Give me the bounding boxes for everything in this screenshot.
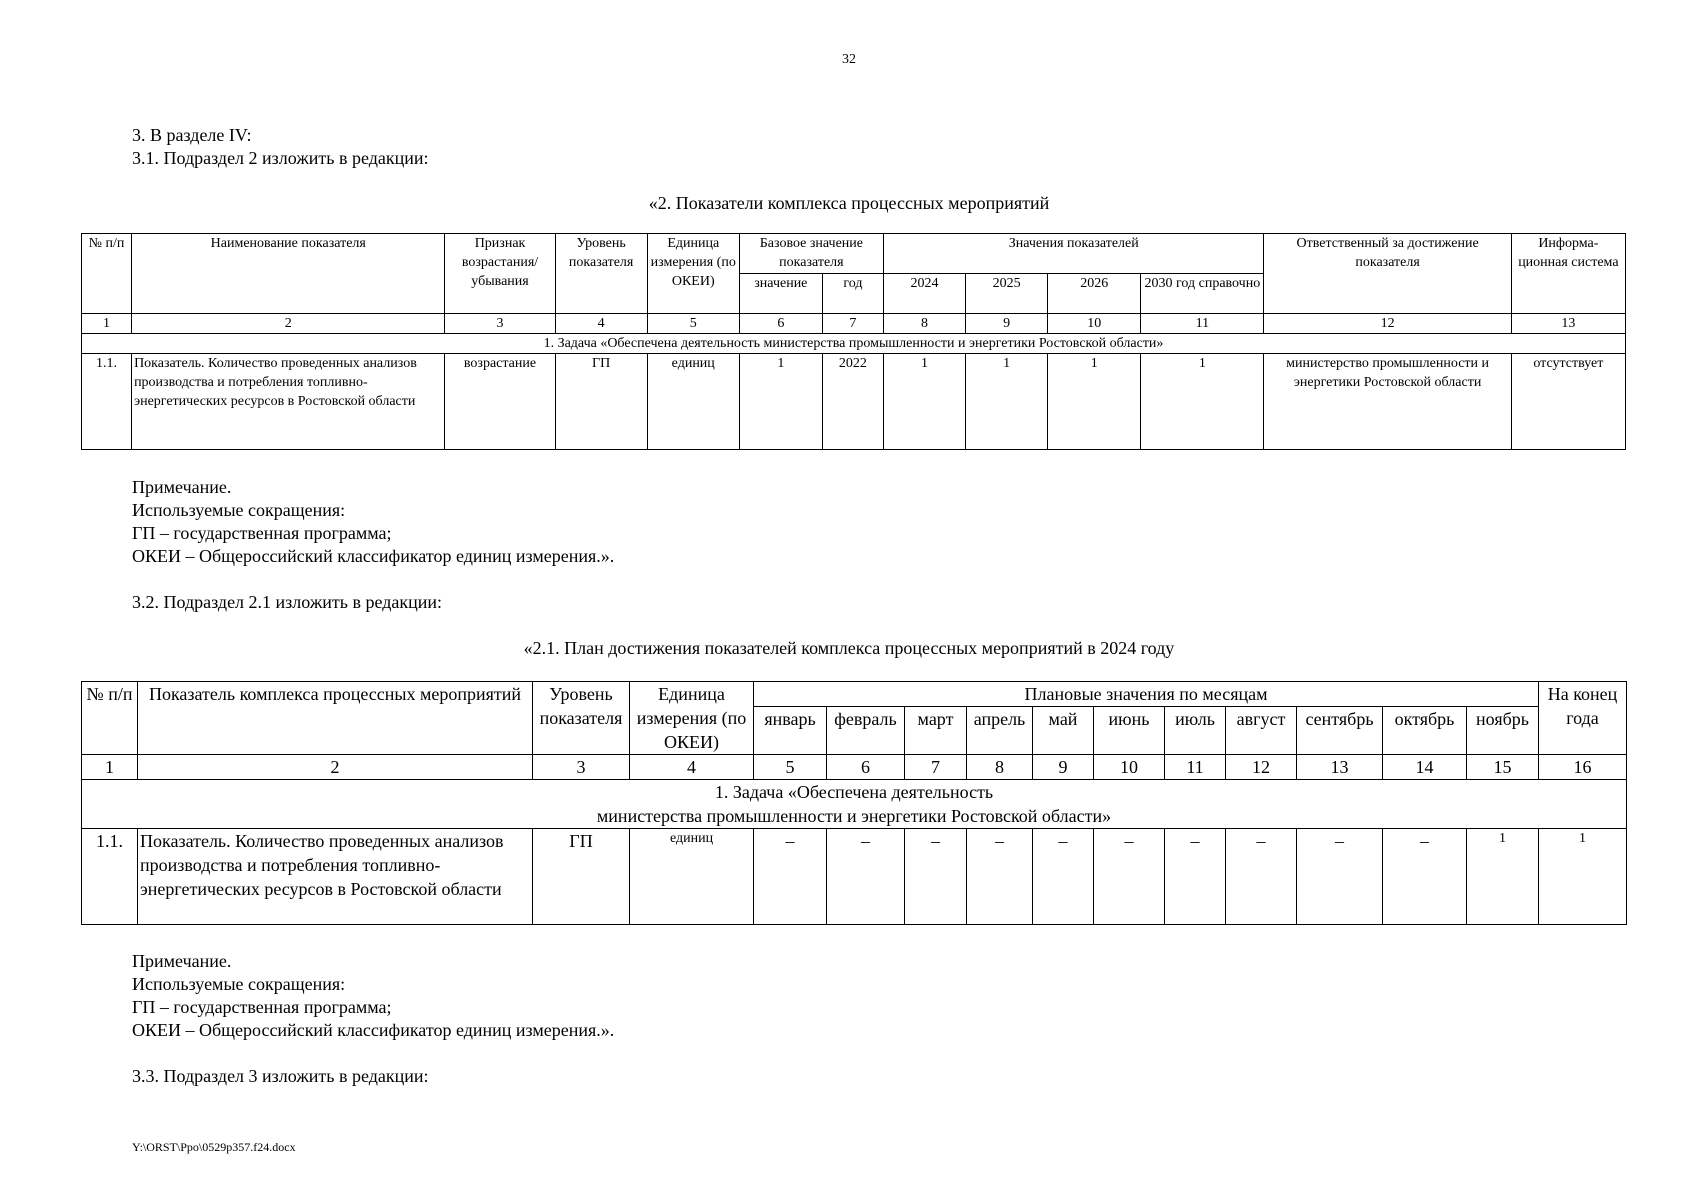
note2-okei: ОКЕИ – Общероссийский классификатор единиц измерения.». xyxy=(132,1020,615,1040)
section-3-3-heading: 3.3. Подраздел 3 изложить в редакции: xyxy=(132,1066,429,1086)
colnum: 5 xyxy=(754,755,827,780)
row-month: – xyxy=(1033,829,1094,925)
row-month: 1 xyxy=(1467,829,1539,925)
hdr-end: На конец года xyxy=(1539,682,1627,755)
hdr-2024: 2024 xyxy=(883,274,965,314)
row-responsible: министерство промышленности и энергетики Ростовской области xyxy=(1264,354,1511,450)
indicators-table xyxy=(81,233,1626,450)
section-3-1-heading: 3.1. Подраздел 2 изложить в редакции: xyxy=(132,148,429,168)
colnum: 12 xyxy=(1226,755,1297,780)
row-end: 1 xyxy=(1539,829,1627,925)
colnum: 6 xyxy=(739,314,822,334)
task-line-1: 1. Задача «Обеспечена деятельность xyxy=(714,782,994,802)
colnum: 12 xyxy=(1264,314,1511,334)
colnum: 4 xyxy=(555,314,647,334)
note2-title: Примечание. xyxy=(132,951,232,971)
colnum: 5 xyxy=(647,314,739,334)
row-sign: возрастание xyxy=(445,354,555,450)
row-info: отсутствует xyxy=(1511,354,1625,450)
hdr-2026: 2026 xyxy=(1048,274,1141,314)
row-unit: единиц xyxy=(647,354,739,450)
hdr-month: июнь xyxy=(1094,707,1165,755)
row-month: – xyxy=(1383,829,1467,925)
hdr-responsible: Ответственный за достижение показателя xyxy=(1264,234,1511,314)
colnum: 16 xyxy=(1539,755,1627,780)
row-month: – xyxy=(1297,829,1383,925)
row-month: – xyxy=(967,829,1033,925)
colnum: 11 xyxy=(1165,755,1226,780)
row-2025: 1 xyxy=(966,354,1048,450)
hdr-base: Базовое значение показателя xyxy=(739,234,883,274)
page-number: 32 xyxy=(842,52,856,67)
hdr-month: февраль xyxy=(827,707,905,755)
row-base-year: 2022 xyxy=(822,354,883,450)
hdr-values: Значения показателей xyxy=(883,234,1263,274)
hdr-month: ноябрь xyxy=(1467,707,1539,755)
note1-abbr: Используемые сокращения: xyxy=(132,500,346,520)
task-row xyxy=(82,780,1627,829)
colnum: 13 xyxy=(1511,314,1625,334)
row-month: – xyxy=(1094,829,1165,925)
colnum: 1 xyxy=(82,314,132,334)
hdr-2025: 2025 xyxy=(966,274,1048,314)
row-level: ГП xyxy=(533,829,630,925)
colnum: 11 xyxy=(1141,314,1264,334)
colnum: 7 xyxy=(822,314,883,334)
hdr-indicator: Показатель комплекса процессных мероприятий xyxy=(138,682,533,755)
hdr-month: сентябрь xyxy=(1297,707,1383,755)
hdr-name: Наименование показателя xyxy=(132,234,445,314)
section-3-2-heading: 3.2. Подраздел 2.1 изложить в редакции: xyxy=(132,592,443,612)
note1-okei: ОКЕИ – Общероссийский классификатор единиц измерения.». xyxy=(132,546,615,566)
row-month: – xyxy=(1165,829,1226,925)
hdr-level: Уровень показателя xyxy=(533,682,630,755)
colnum: 9 xyxy=(966,314,1048,334)
colnum: 1 xyxy=(82,755,138,780)
hdr-base-value: значение xyxy=(739,274,822,314)
colnum: 15 xyxy=(1467,755,1539,780)
hdr-info: Информа-ционная система xyxy=(1511,234,1625,314)
colnum: 10 xyxy=(1094,755,1165,780)
hdr-2030: 2030 год справочно xyxy=(1141,274,1264,314)
plan-table xyxy=(81,681,1627,925)
colnum: 13 xyxy=(1297,755,1383,780)
table1-title: «2. Показатели комплекса процессных мероприятий xyxy=(648,193,1050,213)
hdr-month: май xyxy=(1033,707,1094,755)
note1-title: Примечание. xyxy=(132,477,232,497)
hdr-sign: Признак возрастания/ убывания xyxy=(445,234,555,314)
colnum: 2 xyxy=(138,755,533,780)
hdr-month: август xyxy=(1226,707,1297,755)
row-num: 1.1. xyxy=(82,829,138,925)
colnum: 6 xyxy=(827,755,905,780)
row-num: 1.1. xyxy=(82,354,132,450)
hdr-month: июль xyxy=(1165,707,1226,755)
colnum: 8 xyxy=(883,314,965,334)
colnum: 3 xyxy=(533,755,630,780)
row-2026: 1 xyxy=(1048,354,1141,450)
hdr-level: Уровень показателя xyxy=(555,234,647,314)
colnum: 4 xyxy=(630,755,754,780)
row-month: – xyxy=(827,829,905,925)
hdr-unit: Единица измерения (по ОКЕИ) xyxy=(630,682,754,755)
colnum: 14 xyxy=(1383,755,1467,780)
footer-file-path: Y:\ORST\Ppo\0529p357.f24.docx xyxy=(132,1140,296,1154)
row-indicator: Показатель. Количество проведенных анализов производства и потребления топливно-энергетических ресурсов в Ростовской области xyxy=(138,829,533,925)
row-month: – xyxy=(1226,829,1297,925)
row-base-value: 1 xyxy=(739,354,822,450)
hdr-month: март xyxy=(905,707,967,755)
row-2024: 1 xyxy=(883,354,965,450)
hdr-unit: Единица измерения (по ОКЕИ) xyxy=(647,234,739,314)
hdr-plan: Плановые значения по месяцам xyxy=(754,682,1539,707)
task-line-2: министерства промышленности и энергетики Ростовской области» xyxy=(596,806,1112,826)
colnum: 7 xyxy=(905,755,967,780)
hdr-month: октябрь xyxy=(1383,707,1467,755)
row-month: – xyxy=(905,829,967,925)
row-name: Показатель. Количество проведенных анализов производства и потребления топливно-энергетических ресурсов в Ростовской области xyxy=(132,354,445,450)
hdr-num: № п/п xyxy=(82,682,138,755)
note2-abbr: Используемые сокращения: xyxy=(132,974,346,994)
colnum: 2 xyxy=(132,314,445,334)
note1-gp: ГП – государственная программа; xyxy=(132,523,392,543)
hdr-num: № п/п xyxy=(82,234,132,314)
colnum: 3 xyxy=(445,314,555,334)
note2-gp: ГП – государственная программа; xyxy=(132,997,392,1017)
colnum: 8 xyxy=(967,755,1033,780)
colnum: 9 xyxy=(1033,755,1094,780)
task-row: 1. Задача «Обеспечена деятельность министерства промышленности и энергетики Ростовской области» xyxy=(82,334,1626,354)
row-unit: единиц xyxy=(630,829,754,925)
table2-title: «2.1. План достижения показателей комплекса процессных мероприятий в 2024 году xyxy=(523,638,1175,658)
hdr-month: январь xyxy=(754,707,827,755)
colnum: 10 xyxy=(1048,314,1141,334)
row-level: ГП xyxy=(555,354,647,450)
hdr-base-year: год xyxy=(822,274,883,314)
hdr-month: апрель xyxy=(967,707,1033,755)
row-month: – xyxy=(754,829,827,925)
section-3-heading: 3. В разделе IV: xyxy=(132,125,252,145)
row-2030: 1 xyxy=(1141,354,1264,450)
